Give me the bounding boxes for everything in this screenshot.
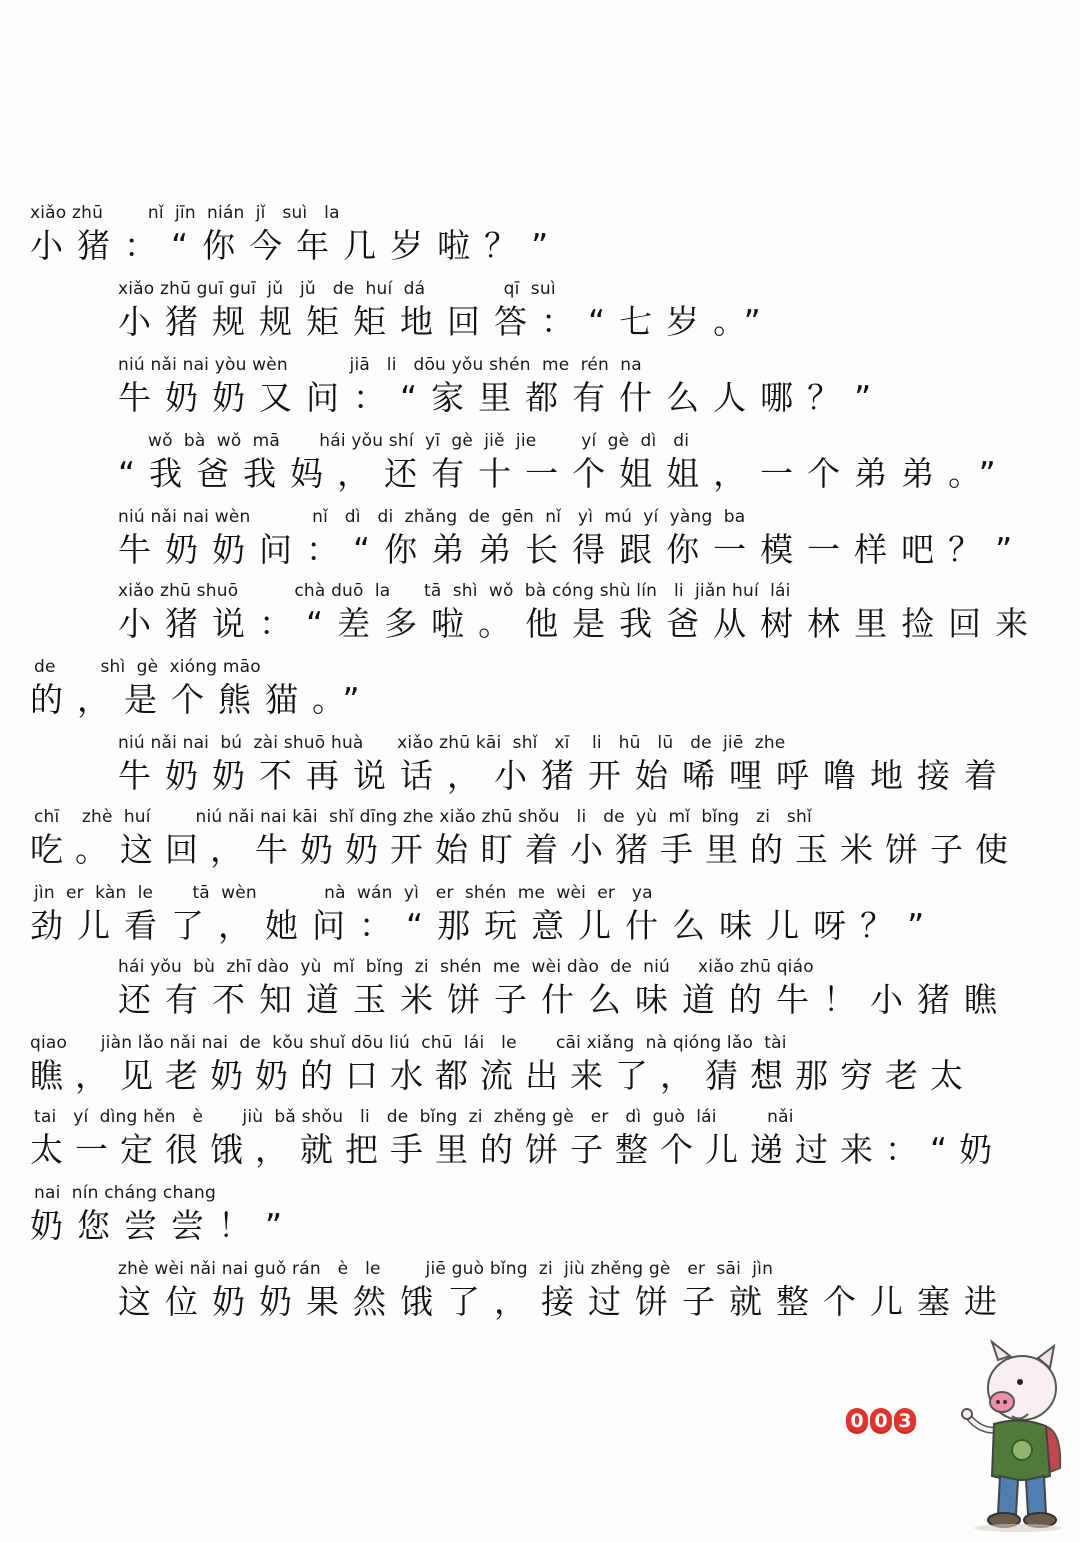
- chinese-line: 牛奶奶又问：“家里都有什么人哪？”: [118, 378, 886, 417]
- chinese-line: 的，是个熊猫。”: [30, 680, 374, 719]
- pinyin-line: zhè wèi nǎi nai guǒ rán è le jiē guò bǐng zi jiù zhěng gè er sāi jìn: [118, 1259, 774, 1279]
- chinese-line: 小猪说：“差多啦。他是我爸从树林里捡回来: [118, 604, 1043, 643]
- text-line-9: [0, 804, 1080, 880]
- chinese-line: 奶您尝尝！”: [30, 1206, 297, 1245]
- text-line-11: [0, 954, 1080, 1030]
- text-line-13: [0, 1104, 1080, 1180]
- text-line-14: [0, 1180, 1080, 1256]
- text-line-1: [0, 200, 1080, 276]
- chinese-line: 这位奶奶果然饿了，接过饼子就整个儿塞进: [118, 1282, 1011, 1321]
- chinese-line: 牛奶奶不再说话，小猪开始唏哩呼噜地接着: [118, 756, 1011, 795]
- pinyin-line: de shì gè xióng māo: [34, 657, 261, 677]
- chinese-line: 还有不知道玉米饼子什么味道的牛！小猪瞧: [118, 980, 1011, 1019]
- chinese-line: 牛奶奶问：“你弟弟长得跟你一模一样吧？”: [118, 530, 1027, 569]
- pinyin-line: tai yí dìng hěn è jiù bǎ shǒu li de bǐng zi zhěng gè er dì guò lái nǎi: [34, 1107, 794, 1127]
- page-number: [846, 1408, 920, 1436]
- pinyin-line: niú nǎi nai bú zài shuō huà xiǎo zhū kāi shǐ xī li hū lū de jiē zhe: [118, 733, 786, 753]
- pinyin-line: nai nín cháng chang: [34, 1183, 217, 1203]
- text-line-2: [0, 276, 1080, 352]
- pinyin-line: niú nǎi nai wèn nǐ dì di zhǎng de gēn nǐ yì mú yí yàng ba: [118, 507, 746, 527]
- pinyin-line: xiǎo zhū nǐ jīn nián jǐ suì la: [30, 203, 340, 223]
- pinyin-line: wǒ bà wǒ mā hái yǒu shí yī gè jiě jie yí gè dì di: [148, 431, 690, 451]
- chinese-line: 劲儿看了，她问：“那玩意儿什么味儿呀？”: [30, 906, 939, 945]
- text-line-6: [0, 578, 1080, 654]
- text-line-12: [0, 1030, 1080, 1106]
- chinese-line: 小猪：“你今年几岁啦？”: [30, 226, 563, 265]
- text-line-3: [0, 352, 1080, 428]
- pinyin-line: niú nǎi nai yòu wèn jiā li dōu yǒu shén me rén na: [118, 355, 642, 375]
- chinese-line: 瞧，见老奶奶的口水都流出来了，猜想那穷老太: [30, 1056, 975, 1095]
- text-line-10: [0, 880, 1080, 956]
- pinyin-line: xiǎo zhū guī guī jǔ jǔ de huí dá qī suì: [118, 279, 556, 299]
- text-line-15: [0, 1256, 1080, 1332]
- chinese-line: 吃。这回，牛奶奶开始盯着小猪手里的玉米饼子使: [30, 830, 1020, 869]
- pinyin-line: chī zhè huí niú nǎi nai kāi shǐ dīng zhe xiǎo zhū shǒu li de yù mǐ bǐng zi shǐ: [34, 807, 812, 827]
- pinyin-line: hái yǒu bù zhī dào yù mǐ bǐng zi shén me wèi dào de niú xiǎo zhū qiáo: [118, 957, 814, 977]
- chinese-line: 太一定很饿，就把手里的饼子整个儿递过来：“奶: [30, 1130, 1005, 1169]
- text-line-5: [0, 504, 1080, 580]
- pinyin-line: jìn er kàn le tā wèn nà wán yì er shén me wèi er ya: [34, 883, 653, 903]
- pig-character-icon: [958, 1338, 1070, 1534]
- page-number-digit: 0: [870, 1408, 892, 1434]
- chinese-line: 小猪规规矩矩地回答：“七岁。”: [118, 302, 775, 341]
- page-number-digit: 0: [846, 1408, 868, 1434]
- chinese-line: “我爸我妈，还有十一个姐姐，一个弟弟。”: [118, 454, 1010, 493]
- pinyin-line: xiǎo zhū shuō chà duō la tā shì wǒ bà cóng shù lín li jiǎn huí lái: [118, 581, 791, 601]
- pinyin-line: qiao jiàn lǎo nǎi nai de kǒu shuǐ dōu liú chū lái le cāi xiǎng nà qióng lǎo tài: [30, 1033, 787, 1053]
- text-line-4: [0, 428, 1080, 504]
- page-number-digit: 3: [894, 1408, 916, 1434]
- text-line-7: [0, 654, 1080, 730]
- text-line-8: [0, 730, 1080, 806]
